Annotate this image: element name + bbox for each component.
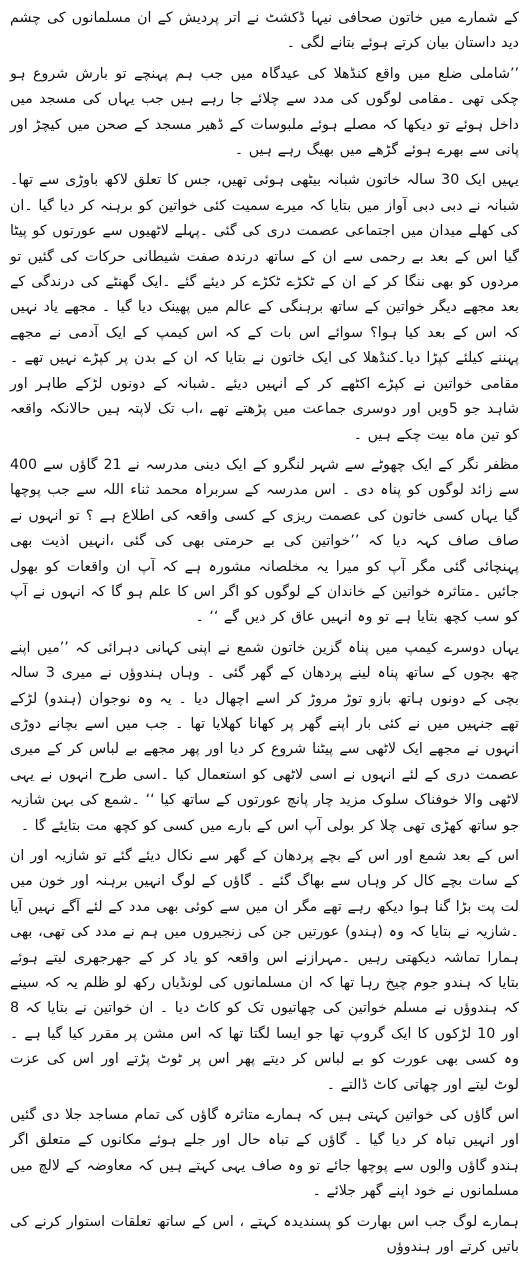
paragraph-shama: یہاں دوسرے کیمپ میں پناہ گزین خاتون شمع نے اپنی کہانی دہرائی کہ ’’میں اپنے چھ بچوں کے ساتھ پناہ لینے پردھان کے گھر گئی ۔ وہاں ہندوؤں نے میری 3 سالہ بچی کے دونوں ہاتھ بازو توڑ مروڑ کر اسے اچھال دیا ۔ یہ وہ نوجوان (ہندو) لڑکے تھے جنہیں میں نے کئی بار اپنے گھر پر کھانا کھلایا تھا ۔ جب میں اسے بچانے دوڑی انہوں نے مجھے ایک لاٹھی سے پیٹنا شروع کر دیا اور پھر مجھے بے لباس کر کے میری عصمت دری کے لئے انہوں نے اسی لاٹھی کو استعمال کیا ۔اسی طرح انہوں نے یہی لاٹھی والا خوفناک سلوک مزید چار پانچ عورتوں کے ساتھ کیا ‘‘ ۔شمع کی بہن شازیہ جو ساتھ کھڑی تھی چلا کر بولی آپ اس کے بارے میں کسی کو کچھ مت بتایئے گا ۔: [10, 639, 519, 834]
paragraph-shazia: اس کے بعد شمع اور اس کے بچے پردھان کے گھر سے نکال دیئے گئے تو شازیہ اور ان کے سات بچے کال کر وہاں سے بھاگ گئے ۔ گاؤں کے لوگ انہیں برہنہ اور خون میں لت پت بڑا گنا ہوا دیکھ رہے تھے مگر ان میں سے کوئی بھی مدد کے لئے آگے نہیں آیا ۔شازیہ نے بتایا کہ وہ (ہندو) عورتیں جن کی زنجیروں میں ہم نے مدد کی تھی، بھی ہمارا تماشہ دیکھتی رہیں ۔مہرازنے اس واقعہ کو یاد کر کے جھرجھری لیتے ہوئے بتایا کہ ہندو جوم چیخ رہا تھا کہ ان مسلمانوں کی لونڈیاں رکھ لو ظلم یہ کہ سینے کہ ہندوؤں نے مسلم خواتین کی چھاتیوں تک کو کاٹ دیا ۔ ان خواتین نے بتایا کہ 8 اور 10 لڑکوں کا ایک گروپ تھا جو ایسا لگتا تھا کہ اس مشن پر مقرر کیا گیا ہے ۔ وہ کسی بھی عورت کو بے لباس کر دیتے پھر اس پر ٹوٹ پڑتے اور اس کی عزت لوٹ لیتے اور چھاتی کاٹ ڈالتے ۔: [10, 848, 519, 1093]
paragraph-mosques: اس گاؤں کی خواتین کہتی ہیں کہ ہمارے متاثرہ گاؤں کی تمام مساجد جلا دی گئیں اور انہیں تباہ کر دیا گیا ۔ گاؤں کے تباہ حال اور جلے ہوئے مکانوں کے متعلق اگر ہندو گاؤں والوں سے پوچھا جائے تو وہ صاف یہی کہتے ہیں کہ معاوضہ کے لالچ میں مسلمانوں نے خود اپنے گھر جلائے ۔: [10, 1107, 519, 1200]
paragraph-closing: ہمارے لوگ جب اس بھارت کو پسندیدہ کہتے ، اس کے ساتھ تعلقات استوار کرنے کی باتیں کرتے اور ہندوؤں: [10, 1213, 519, 1256]
paragraph-kandhla-eidgah: ’’شاملی ضلع میں واقع کنڈھلا کی عیدگاہ میں جب ہم پہنچے تو بارش شروع ہو چکی تھی ۔مقامی لوگوں کی مدد سے چلائے جا رہے ہیں جب یہاں کی مسجد میں داخل ہوئے تو دیکھا کہ مصلے ہوئے ملبوسات کے ڈھیر مسجد کے صحن میں کیچڑ اور پانی سے بھرے ہوئے گڑھے میں بھیگ رہے ہیں ۔: [10, 65, 519, 159]
paragraph-shabana: یہیں ایک 30 سالہ خاتون شبانہ بیٹھی ہوئی تھیں، جس کا تعلق لاکھ باوڑی سے تھا۔شبانہ نے دبی دبی آواز میں بتایا کہ میرے سمیت کئی خواتین کو برہنہ کر دیا گیا ۔ان کی کھلے میدان میں اجتماعی عصمت دری کی گئی ۔پہلے لاٹھیوں سے عورتوں کو پیٹا گیا اس کے بعد بے رحمی سے ان کے ساتھ درندہ صفت شیطانی حرکات کی گئیں تو مردوں کو بھی ننگا کر کے ان کے ٹکڑے ٹکڑے کر دیئے گئے ۔ایک گھنٹے کی درندگی کے بعد مجھے دیگر خواتین کے ساتھ برہنگی کے عالم میں پھینک دیا گیا ۔ مجھے یاد نہیں کہ اس کے بعد کیا ہوا؟ سوائے اس بات کے کہ اس کیمپ کے ایک آدمی نے مجھے پہننے کیلئے کپڑا دیا۔کنڈھلا کی ایک خاتون نے بتایا کہ ان کے بدن پر کپڑے نہیں تھے ۔ مقامی خواتین نے کپڑے اکٹھے کر کے انہیں دیئے ۔شبانہ کے دونوں لڑکے طاہر اور شاہد جو 5ویں اور دوسری جماعت میں پڑھتے تھے ،اب تک لاپتہ ہیں حالانکہ واقعہ کو تین ماہ بیت چکے ہیں ۔: [10, 172, 520, 443]
paragraph-madrasa: مظفر نگر کے ایک چھوٹے سے شہر لنگرو کے ایک دینی مدرسہ نے 21 گاؤں سے 400 سے زائد لوگوں کو پناہ دی ۔ اس مدرسہ کے سربراہ محمد ثناء اللہ سے جب پوچھا گیا یہاں کسی خاتون کی عصمت ریزی کے کسی واقعہ کی اطلاع ہے ؟ تو انہوں نے صاف صاف کہہ دیا کہ ’’خواتین کی بے حرمتی بھی کی گئی ،انہیں اذیت بھی پہنچائی گئی مگر آپ کو میرا یہ مخلصانہ مشورہ ہے کہ آپ ان واقعات کو بھول جائیں ۔متاثرہ خواتین کے خاندان کے لوگوں کو اگر اس کا علم ہو گا کہ انہوں نے آپ کو سب کچھ بتایا ہے تو وہ انہیں عاق کر دیں گے ‘‘ ۔: [10, 456, 519, 626]
paragraph-intro: کے شمارے میں خاتون صحافی نیہا ڈکشٹ نے اتر پردیش کے ان مسلمانوں کی چشم دید داستان بیان کرتے ہوئے بتانے لگی ۔: [10, 10, 519, 52]
